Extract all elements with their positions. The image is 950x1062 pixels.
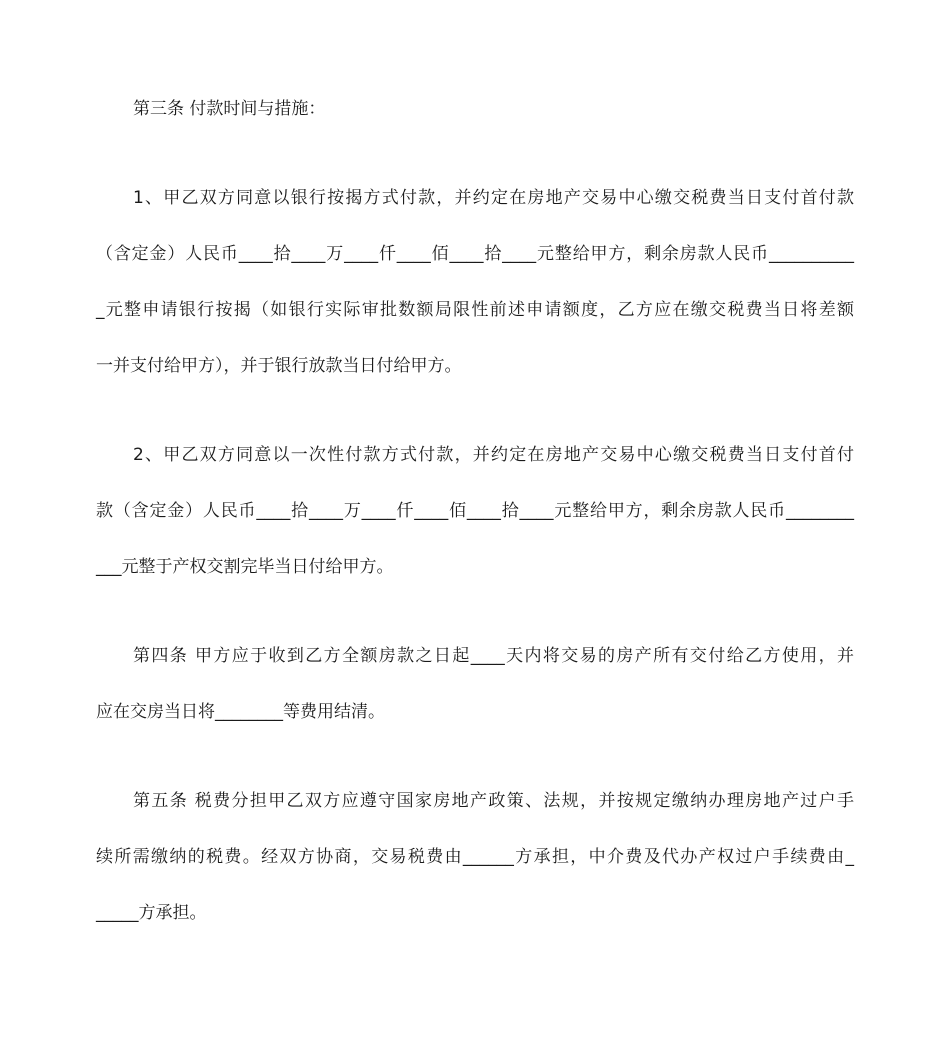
paragraph-line: 应在交房当日将________等费用结清。 xyxy=(96,702,385,722)
article-5-line: 第五条 税费分担甲乙双方应遵守国家房地产政策、法规，并按规定缴纳办理房地产过户手 xyxy=(133,791,854,811)
paragraph-line: 一并支付给甲方），并于银行放款当日付给甲方。 xyxy=(96,356,462,376)
article-3-heading: 第三条 付款时间与措施： xyxy=(133,99,326,119)
article-4-line: 第四条 甲方应于收到乙方全额房款之日起____天内将交易的房产所有交付给乙方使用，并 xyxy=(133,646,854,666)
paragraph-line: ___元整于产权交割完毕当日付给甲方。 xyxy=(96,557,394,577)
paragraph-line: （含定金）人民币____拾____万____仟____佰____拾____元整给甲方，剩余房款人民币__________ xyxy=(96,244,854,264)
paragraph-line: 2、甲乙双方同意以一次性付款方式付款，并约定在房地产交易中心缴交税费当日支付首付 xyxy=(133,445,854,465)
paragraph-line: _元整申请银行按揭（如银行实际审批数额局限性前述申请额度，乙方应在缴交税费当日将差额 xyxy=(96,300,854,320)
paragraph-line: 1、甲乙双方同意以银行按揭方式付款，并约定在房地产交易中心缴交税费当日支付首付款 xyxy=(133,188,854,208)
paragraph-line: _____方承担。 xyxy=(96,903,207,923)
paragraph-line: 款（含定金）人民币____拾____万____仟____佰____拾____元整给甲方，剩余房款人民币________ xyxy=(96,501,854,521)
paragraph-line: 续所需缴纳的税费。经双方协商，交易税费由______方承担，中介费及代办产权过户手续费由_ xyxy=(96,847,854,867)
